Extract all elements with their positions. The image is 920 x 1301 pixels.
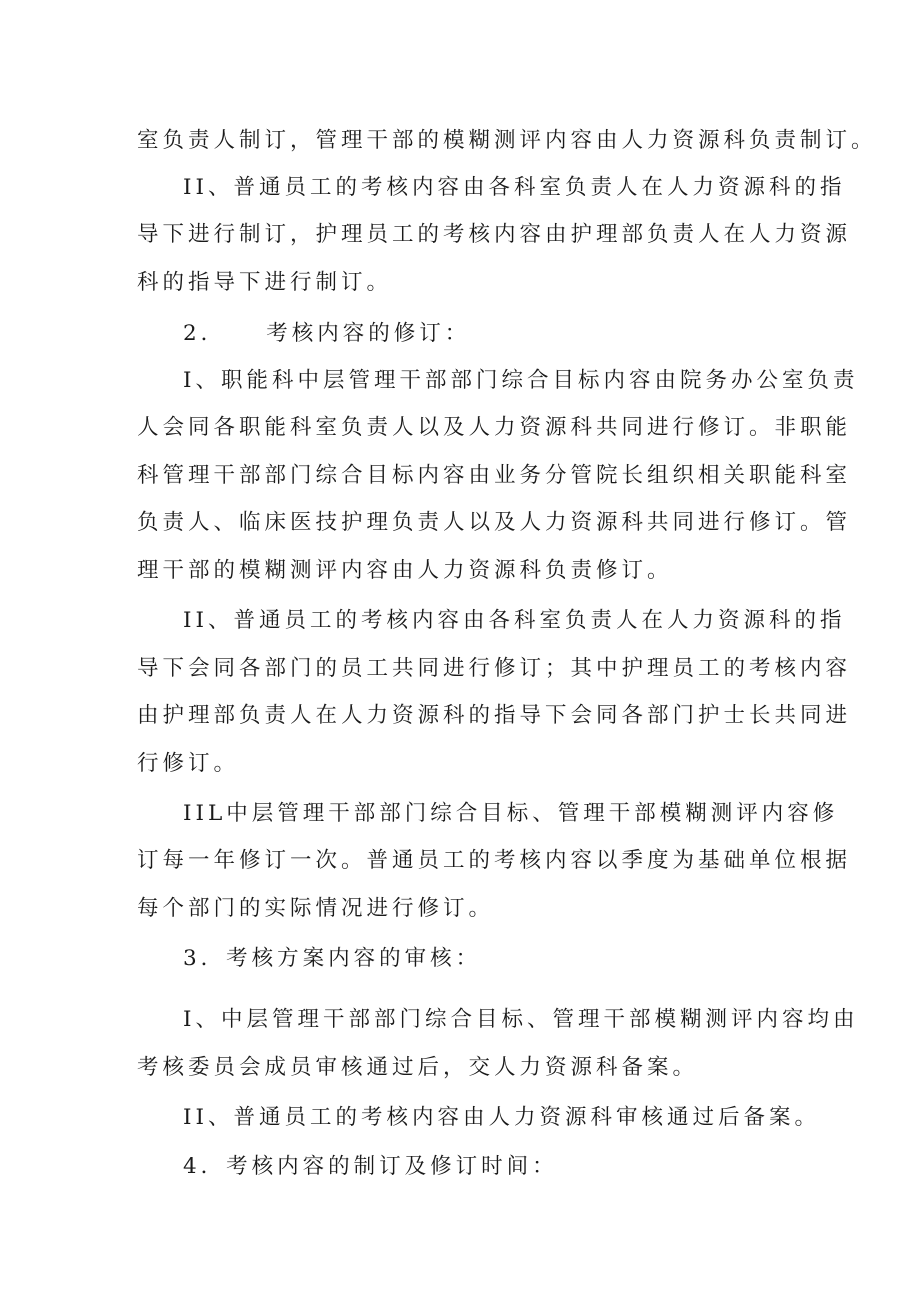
paragraph-line: 科的指导下进行制订。: [137, 270, 393, 295]
paragraph-line: 理干部的模糊测评内容由人力资源科负责修订。: [137, 558, 673, 583]
paragraph-line: II、普通员工的考核内容由各科室负责人在人力资源科的指: [183, 175, 846, 200]
paragraph-line: IIL中层管理干部部门综合目标、管理干部模糊测评内容修: [183, 801, 839, 826]
paragraph-line: I、职能科中层管理干部部门综合目标内容由院务办公室负责: [183, 368, 859, 393]
paragraph-line: 每个部门的实际情况进行修订。: [137, 896, 495, 921]
paragraph-line: 订每一年修订一次。普通员工的考核内容以季度为基础单位根据: [137, 848, 852, 873]
section-title: 考核内容的修订：: [266, 321, 471, 346]
paragraph-line: I、中层管理干部部门综合目标、管理干部模糊测评内容均由: [183, 1007, 859, 1032]
paragraph-line: II、普通员工的考核内容由人力资源科审核通过后备案。: [183, 1105, 820, 1130]
paragraph-line: 由护理部负责人在人力资源科的指导下会同各部门护士长共同进: [137, 703, 852, 728]
paragraph-line: 考核委员会成员审核通过后，交人力资源科备案。: [137, 1055, 699, 1080]
paragraph-line: 导下进行制订，护理员工的考核内容由护理部负责人在人力资源: [137, 222, 852, 247]
paragraph-line: 室负责人制订，管理干部的模糊测评内容由人力资源科负责制订。: [137, 128, 877, 153]
paragraph-line: 科管理干部部门综合目标内容由业务分管院长组织相关职能科室: [137, 463, 852, 488]
paragraph-line: II、普通员工的考核内容由各科室负责人在人力资源科的指: [183, 608, 846, 633]
section-heading: 4．考核内容的制订及修订时间：: [183, 1154, 558, 1179]
paragraph-line: 负责人、临床医技护理负责人以及人力资源科共同进行修订。管: [137, 510, 852, 535]
paragraph-line: 行修订。: [137, 751, 240, 776]
paragraph-line: 导下会同各部门的员工共同进行修订；其中护理员工的考核内容: [137, 656, 852, 681]
section-heading: 3．考核方案内容的审核：: [183, 946, 482, 971]
section-number: 2．: [183, 321, 227, 346]
section-heading: [183, 319, 797, 349]
paragraph-line: 人会同各职能科室负责人以及人力资源科共同进行修订。非职能: [137, 415, 852, 440]
